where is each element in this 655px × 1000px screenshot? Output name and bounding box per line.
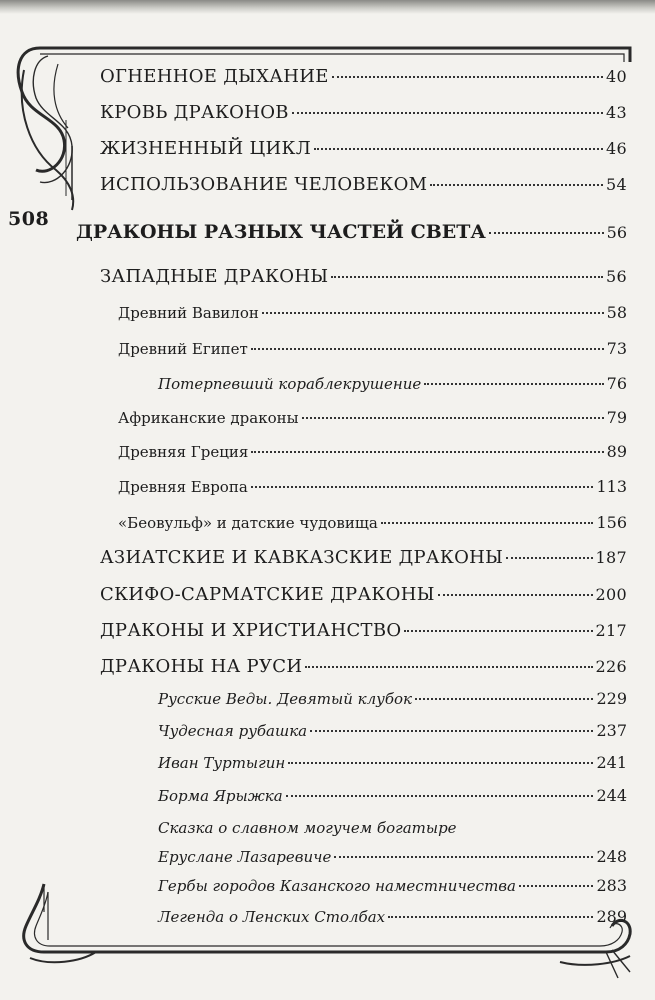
dot-leader <box>331 276 603 278</box>
toc-entry-page: 226 <box>595 657 627 676</box>
toc-entry[interactable] <box>100 547 627 568</box>
toc-entry-title: Африканские драконы <box>118 409 299 427</box>
toc-entry[interactable] <box>100 656 627 677</box>
toc-entry-page: 76 <box>606 374 627 393</box>
dot-leader <box>415 698 593 700</box>
toc-entry-title: «Беовульф» и датские чудовища <box>118 514 378 532</box>
toc-entry-title: Русские Веды. Девятый клубок <box>158 690 412 708</box>
toc-entry[interactable] <box>118 303 627 322</box>
toc-entry-page: 58 <box>606 303 627 322</box>
dot-leader <box>489 232 604 234</box>
dot-leader <box>506 557 592 559</box>
toc-entry[interactable] <box>158 753 627 772</box>
toc-entry-title: Легенда о Ленских Столбах <box>158 908 386 926</box>
toc-entry-title: КРОВЬ ДРАКОНОВ <box>100 102 289 123</box>
toc-entry-title: ДРАКОНЫ И ХРИСТИАНСТВО <box>100 620 402 641</box>
toc-entry-title: ДРАКОНЫ РАЗНЫХ ЧАСТЕЙ СВЕТА <box>76 221 486 243</box>
dot-leader <box>424 383 603 385</box>
toc-entry-page: 217 <box>595 621 627 640</box>
toc-entry[interactable] <box>158 876 627 895</box>
toc-entry[interactable] <box>118 408 627 427</box>
toc-entry-page: 40 <box>606 67 627 86</box>
toc-entry[interactable] <box>158 786 627 805</box>
dot-leader <box>519 885 593 887</box>
dot-leader <box>388 916 593 918</box>
toc-entry-page: 244 <box>596 786 627 805</box>
toc-entry-page: 56 <box>606 267 627 286</box>
toc-entry[interactable] <box>100 584 627 605</box>
toc-entry-title: Древний Египет <box>118 340 248 358</box>
toc-entry-page: 43 <box>606 103 627 122</box>
toc-entry-page: 46 <box>606 139 627 158</box>
dot-leader <box>404 630 592 632</box>
dot-leader <box>381 522 594 524</box>
dot-leader <box>438 594 593 596</box>
toc-entry-title: Чудесная рубашка <box>158 722 308 740</box>
toc-entry-page: 156 <box>596 513 627 532</box>
toc-entry-title: Потерпевший кораблекрушение <box>158 375 422 393</box>
toc-entry-page: 283 <box>596 876 627 895</box>
toc-entry[interactable] <box>118 477 627 496</box>
toc-entry-title: Гербы городов Казанского наместничества <box>158 877 516 895</box>
toc-entry[interactable] <box>100 66 627 87</box>
toc-entry[interactable] <box>158 847 627 866</box>
toc-entry-title: АЗИАТСКИЕ И КАВКАЗСКИЕ ДРАКОНЫ <box>100 547 504 568</box>
toc-entry-title: ЗАПАДНЫЕ ДРАКОНЫ <box>100 266 329 287</box>
toc-entry-page: 229 <box>596 689 627 708</box>
toc-entry-page: 200 <box>595 585 627 604</box>
toc-entry-page: 237 <box>596 721 627 740</box>
toc-entry-title: ИСПОЛЬЗОВАНИЕ ЧЕЛОВЕКОМ <box>100 174 428 195</box>
toc-entry-title: Древний Вавилон <box>118 304 259 322</box>
dot-leader <box>334 856 593 858</box>
toc-entry-title: СКИФО-САРМАТСКИЕ ДРАКОНЫ <box>100 584 435 605</box>
dot-leader <box>310 730 593 732</box>
dot-leader <box>305 666 592 668</box>
toc-entry[interactable] <box>100 620 627 641</box>
toc-entry-title: Древняя Греция <box>118 443 249 461</box>
dot-leader <box>251 348 604 350</box>
toc-entry-page: 54 <box>606 175 627 194</box>
toc-entry-title: Древняя Европа <box>118 478 248 496</box>
dot-leader <box>251 486 594 488</box>
dot-leader <box>288 762 593 764</box>
page-number: 508 <box>8 208 50 230</box>
dot-leader <box>332 76 603 78</box>
toc-entry[interactable] <box>158 689 627 708</box>
toc-entry-page: 248 <box>596 847 627 866</box>
toc-entry-page: 79 <box>606 408 627 427</box>
toc-entry[interactable] <box>100 174 627 195</box>
toc-entry-page: 73 <box>606 339 627 358</box>
toc-entry[interactable] <box>100 266 627 287</box>
dot-leader <box>430 184 603 186</box>
dot-leader <box>302 417 604 419</box>
dot-leader <box>286 795 594 797</box>
toc-entry-page: 289 <box>596 907 627 926</box>
toc-entry[interactable] <box>118 339 627 358</box>
toc-entry[interactable] <box>118 442 627 461</box>
toc-entry-title: ДРАКОНЫ НА РУСИ <box>100 656 303 677</box>
toc-entry-page: 89 <box>606 442 627 461</box>
toc-entry-page: 56 <box>606 223 627 242</box>
toc-entry[interactable] <box>158 374 627 393</box>
toc-entry-page: 113 <box>596 477 627 496</box>
toc-entry-title: ЖИЗНЕННЫЙ ЦИКЛ <box>100 138 312 159</box>
toc-entry-title: Иван Туртыгин <box>158 754 286 772</box>
toc-entry-title: Еруслане Лазаревиче <box>158 848 332 866</box>
dot-leader <box>314 148 603 150</box>
toc-entry[interactable] <box>100 138 627 159</box>
dot-leader <box>251 451 603 453</box>
toc-entry-title-line1: Сказка о славном могучем богатыре <box>158 819 457 837</box>
toc-entry[interactable] <box>158 907 627 926</box>
toc-entry[interactable] <box>100 102 627 123</box>
toc-entry-title: Борма Ярыжка <box>158 787 283 805</box>
toc-entry[interactable] <box>158 721 627 740</box>
toc-entry-page: 187 <box>595 548 627 567</box>
toc-entry-page: 241 <box>596 753 627 772</box>
toc-section-heading[interactable] <box>76 221 627 243</box>
dot-leader <box>292 112 603 114</box>
dot-leader <box>262 312 604 314</box>
toc-entry[interactable] <box>118 513 627 532</box>
toc-entry-title: ОГНЕННОЕ ДЫХАНИЕ <box>100 66 329 87</box>
